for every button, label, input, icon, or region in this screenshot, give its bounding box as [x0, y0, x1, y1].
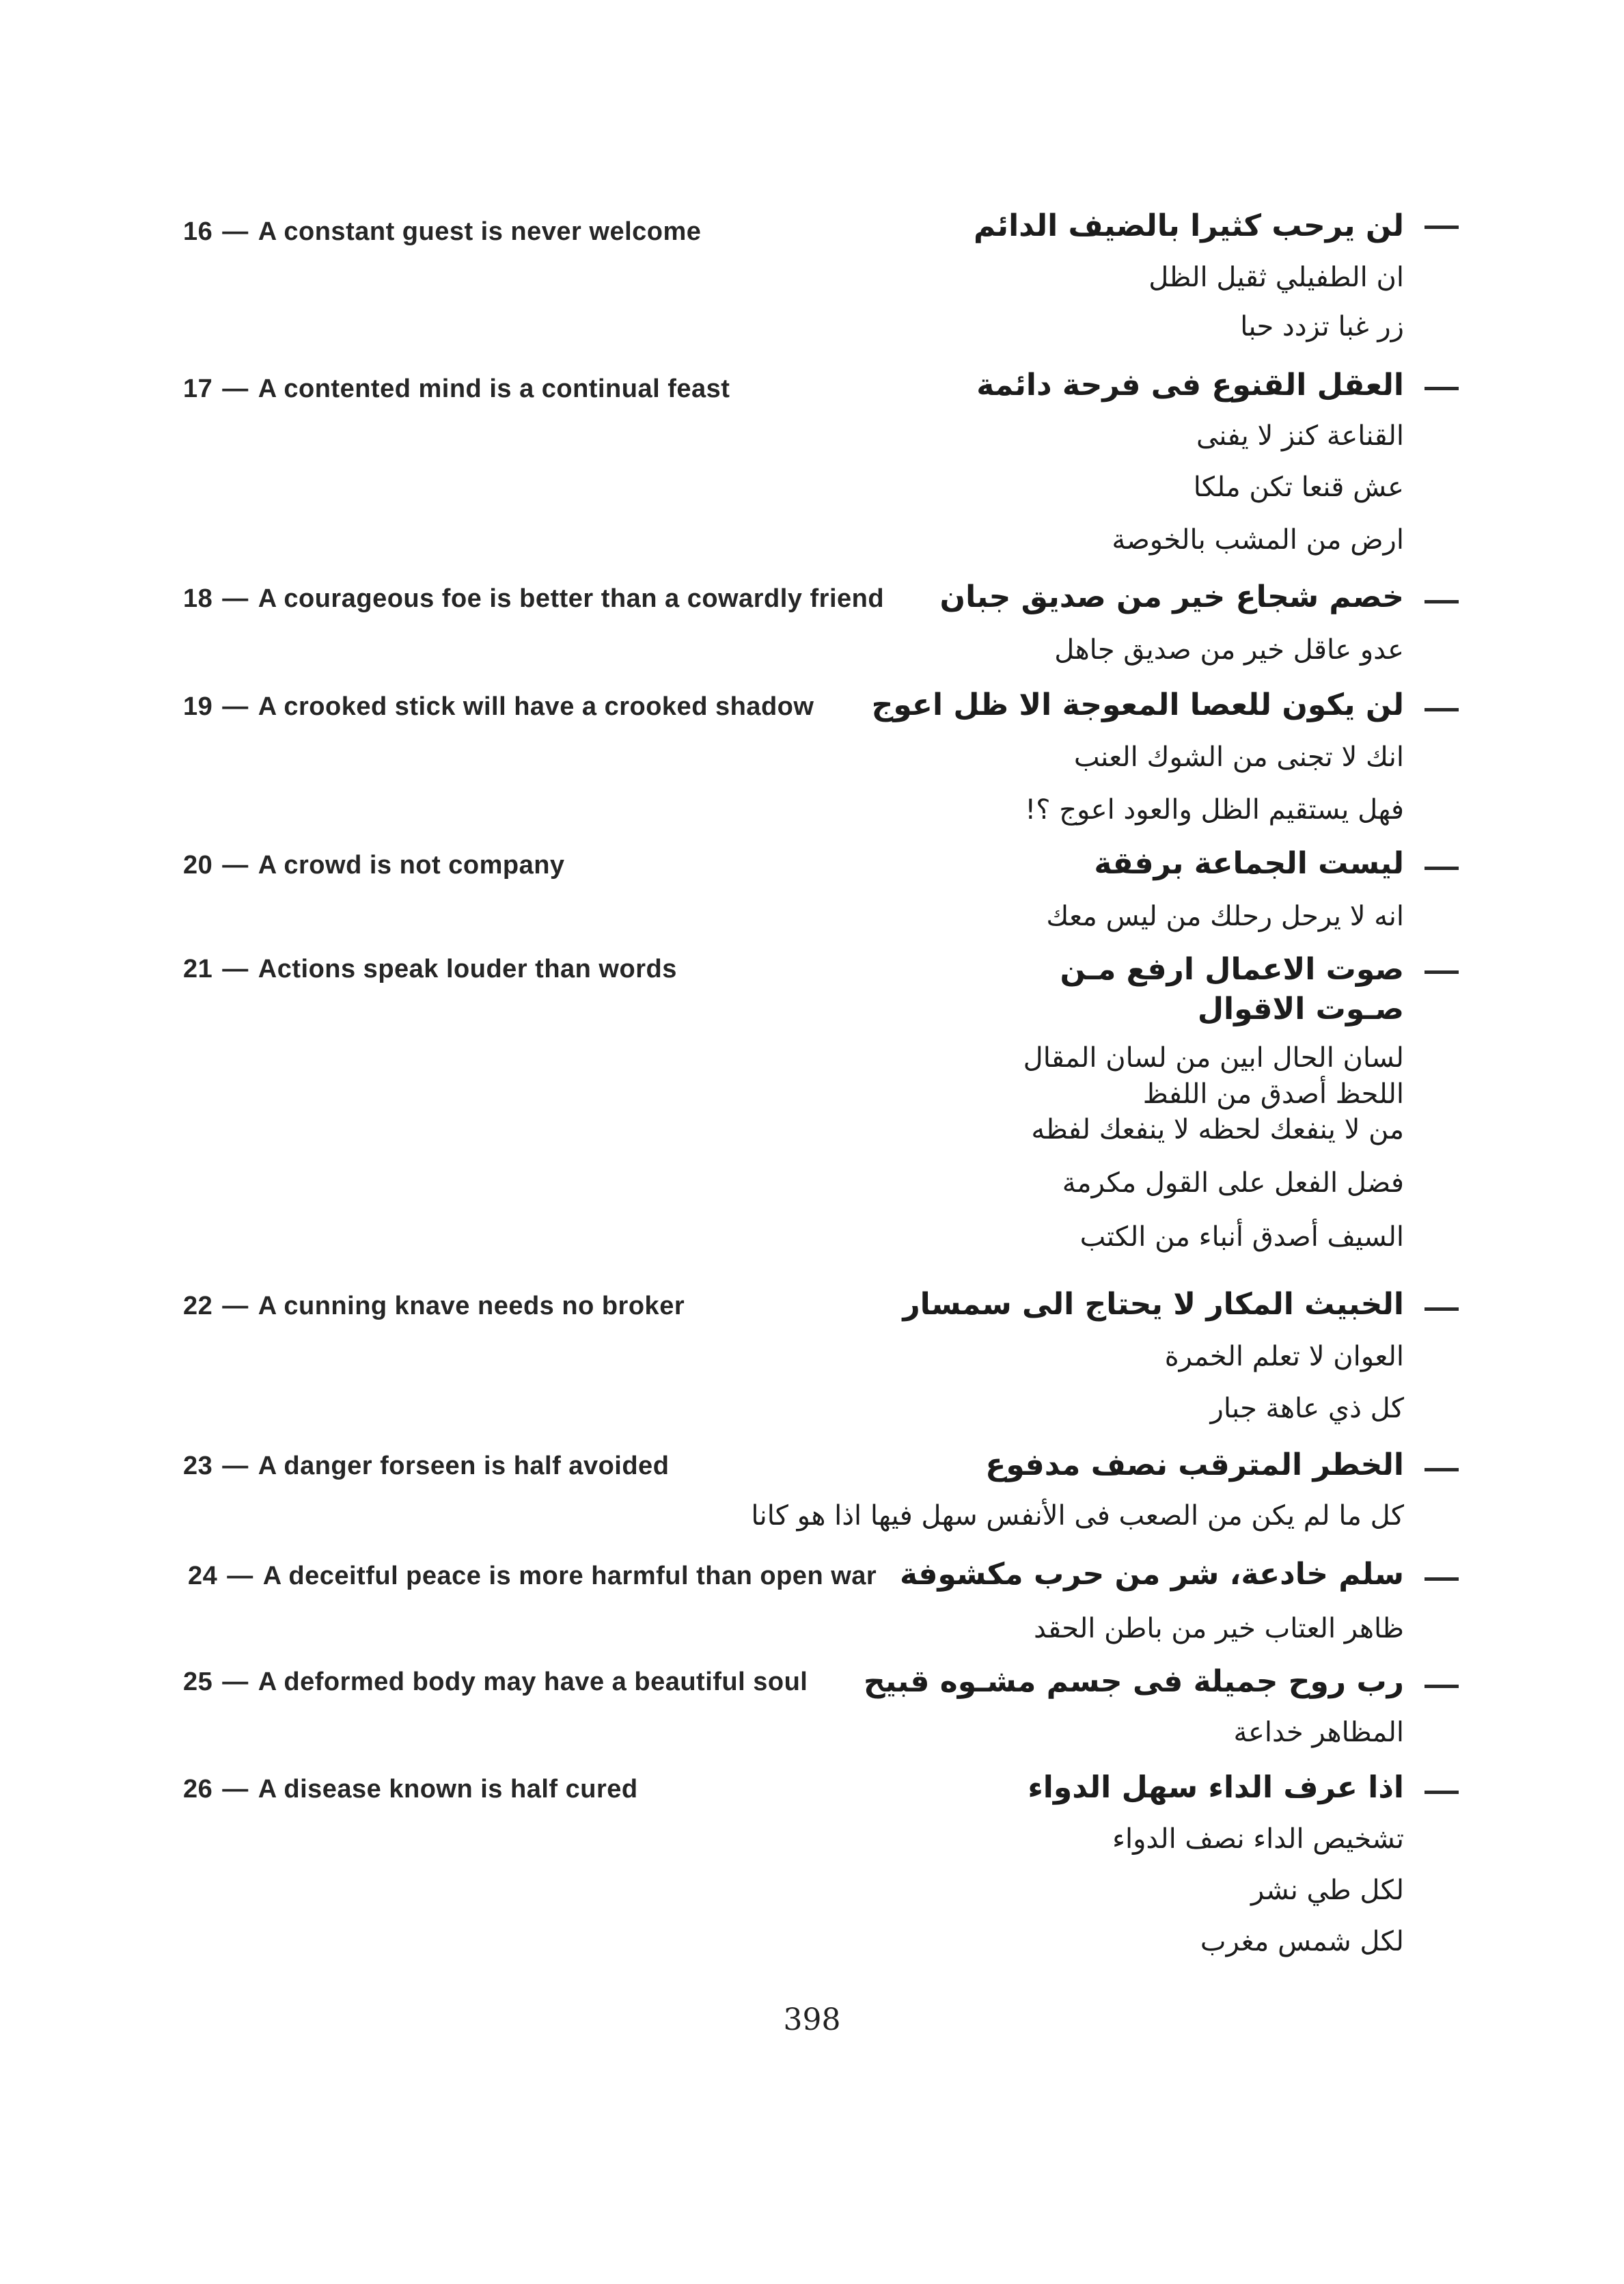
proverb-english-20	[183, 851, 565, 880]
proverb-arabic-alt: عدو عاقل خير من صديق جاهل	[1054, 634, 1404, 666]
proverb-english-16	[183, 217, 701, 247]
arabic-dash	[1425, 1685, 1459, 1688]
entry-number: 20	[183, 851, 213, 880]
arabic-dash	[1425, 1307, 1459, 1311]
proverb-arabic-main-25: رب روح جميلة فى جسم مشـوه قبيح	[863, 1664, 1404, 1699]
proverb-arabic-alt: كل ما لم يكن من الصعب فى الأنفس سهل فيها اذا هو كانا	[751, 1500, 1404, 1532]
english-text: Actions speak louder than words	[258, 955, 677, 983]
proverb-arabic-alt: المظاهر خداعة	[1233, 1717, 1404, 1748]
arabic-dash	[1425, 226, 1459, 229]
entry-number: 16	[183, 217, 213, 246]
proverb-arabic-alt: اللحظ أصدق من اللفظ	[1142, 1078, 1404, 1110]
english-text: A disease known is half cured	[258, 1775, 638, 1804]
dash: —	[222, 217, 249, 246]
proverb-arabic-main-18: خصم شجاع خير من صديق جبان	[939, 580, 1404, 614]
proverb-english-23	[183, 1452, 669, 1481]
proverb-english-22	[183, 1292, 685, 1321]
proverb-english-21	[183, 955, 677, 984]
arabic-dash	[1425, 387, 1459, 390]
proverb-arabic-main-19: لن يكون للعصا المعوجة الا ظل اعوج	[871, 688, 1404, 722]
entry-number: 25	[183, 1668, 213, 1696]
proverb-arabic-alt: ظاهر العتاب خير من باطن الحقد	[1034, 1613, 1404, 1644]
arabic-dash	[1425, 708, 1459, 711]
proverb-arabic-alt: انه لا يرحل رحلك من ليس معك	[1046, 901, 1404, 932]
arabic-dash	[1425, 867, 1459, 870]
page-number: 398	[783, 2002, 841, 2037]
proverb-english-24	[188, 1562, 877, 1591]
proverb-english-18	[183, 584, 884, 614]
proverb-arabic-alt: من لا ينفعك لحظه لا ينفعك لفظه	[1031, 1114, 1404, 1145]
english-text: A cunning knave needs no broker	[258, 1292, 685, 1320]
proverb-arabic-alt: العوان لا تعلم الخمرة	[1164, 1341, 1404, 1372]
proverb-arabic-main-21: صوت الاعمال ارفع مـن صـوت الاقوال	[1060, 952, 1404, 1027]
proverb-arabic-alt: فهل يستقيم الظل والعود اعوج ؟!	[1025, 794, 1404, 826]
arabic-dash	[1425, 1468, 1459, 1471]
arabic-dash	[1425, 1577, 1459, 1581]
proverb-arabic-main-16: لن يرحب كثيرا بالضيف الدائم	[974, 208, 1404, 243]
arabic-dash	[1425, 1791, 1459, 1794]
entry-number: 24	[188, 1562, 218, 1590]
proverb-arabic-alt: لسان الحال ابين من لسان المقال	[1023, 1042, 1404, 1074]
proverb-arabic-alt: السيف أصدق أنباء من الكتب	[1079, 1221, 1404, 1253]
dash: —	[222, 692, 249, 721]
entry-number: 21	[183, 955, 213, 983]
proverb-arabic-alt: زر غبا تزدد حبا	[1240, 311, 1404, 342]
proverb-english-25	[183, 1668, 808, 1697]
proverb-arabic-alt: عش قنعا تكن ملكا	[1193, 472, 1404, 503]
english-text: A danger forseen is half avoided	[258, 1452, 670, 1480]
dash: —	[222, 1452, 249, 1480]
english-text: A crooked stick will have a crooked shadow	[258, 692, 814, 721]
english-text: A contented mind is a continual feast	[258, 375, 730, 403]
proverb-arabic-alt: تشخيص الداء نصف الدواء	[1112, 1823, 1404, 1855]
dash: —	[222, 375, 249, 403]
dash: —	[227, 1562, 253, 1590]
proverb-arabic-alt: ارض من المشب بالخوصة	[1112, 524, 1404, 556]
entry-number: 17	[183, 375, 213, 403]
entry-number: 19	[183, 692, 213, 721]
dash: —	[222, 1668, 249, 1696]
dash: —	[222, 955, 249, 983]
proverb-arabic-main-20: ليست الجماعة برفقة	[1094, 846, 1404, 881]
english-text: A deformed body may have a beautiful soul	[258, 1668, 808, 1696]
proverb-arabic-main-26: اذا عرف الداء سهل الدواء	[1028, 1770, 1404, 1805]
entry-number: 26	[183, 1775, 213, 1804]
entry-number: 18	[183, 584, 213, 613]
english-text: A deceitful peace is more harmful than open war	[262, 1562, 877, 1590]
proverb-arabic-alt: كل ذي عاهة جبار	[1210, 1393, 1404, 1424]
arabic-dash	[1425, 970, 1459, 974]
english-text: A constant guest is never welcome	[258, 217, 702, 246]
entry-number: 23	[183, 1452, 213, 1480]
proverb-english-17	[183, 375, 730, 404]
dash: —	[222, 584, 249, 613]
proverb-arabic-alt: فضل الفعل على القول مكرمة	[1062, 1167, 1404, 1199]
dash: —	[222, 1292, 249, 1320]
proverb-arabic-main-24: سلم خادعة، شر من حرب مكشوفة	[899, 1557, 1404, 1592]
arabic-dash	[1425, 600, 1459, 603]
proverb-arabic-alt: لكل طي نشر	[1250, 1875, 1404, 1906]
english-text: A crowd is not company	[258, 851, 565, 880]
proverb-arabic-alt: لكل شمس مغرب	[1200, 1926, 1404, 1957]
proverb-arabic-alt: القناعة كنز لا يفنى	[1196, 420, 1404, 452]
proverb-arabic-main-23: الخطر المترقب نصف مدفوع	[985, 1447, 1404, 1482]
proverb-arabic-alt: ان الطفيلي ثقيل الظل	[1148, 262, 1404, 293]
dash: —	[222, 851, 249, 880]
proverb-arabic-alt: انك لا تجنى من الشوك العنب	[1073, 742, 1404, 773]
entry-number: 22	[183, 1292, 213, 1320]
proverb-arabic-main-22: الخبيث المكار لا يحتاج الى سمسار	[903, 1287, 1404, 1322]
proverb-arabic-main-17: العقل القنوع فى فرحة دائمة	[976, 368, 1404, 403]
proverb-english-26	[183, 1775, 638, 1804]
english-text: A courageous foe is better than a cowardly friend	[258, 584, 885, 613]
proverb-english-19	[183, 692, 814, 722]
dash: —	[222, 1775, 249, 1804]
